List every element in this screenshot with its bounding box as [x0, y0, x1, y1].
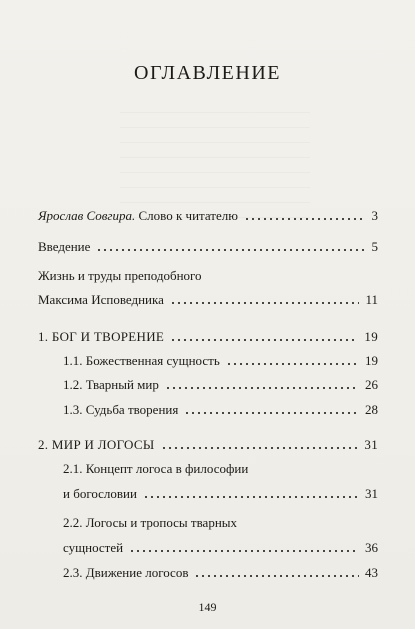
toc-entry-page: 31 [364, 437, 378, 452]
dot-leader [96, 249, 365, 251]
toc-entry-label: Максима Исповедника [38, 292, 164, 307]
page-number: 149 [198, 600, 217, 614]
toc-entry-label: 1. БОГ И ТВОРЕНИЕ [38, 329, 165, 344]
dot-leader [194, 575, 359, 577]
dot-leader [170, 339, 358, 341]
toc-entry-label: 2.3. Движение логосов [63, 565, 189, 580]
toc-entry-2-1[interactable] [63, 486, 378, 502]
dot-leader [170, 302, 360, 304]
toc-entry-life[interactable] [38, 292, 378, 308]
toc-entry-1-2[interactable] [63, 377, 378, 393]
toc-entry-label: сущностей [63, 540, 124, 555]
toc-entry-label: Слово к читателю [135, 208, 238, 223]
toc-entry-introduction[interactable] [38, 239, 378, 255]
dot-leader [226, 363, 359, 365]
toc-entry-label: 1.2. Тварный мир [63, 377, 159, 392]
toc-entry-life-line1: Жизнь и труды преподобного [38, 268, 202, 283]
dot-leader [161, 447, 359, 449]
page-title: ОГЛАВЛЕНИЕ [134, 62, 281, 84]
toc-entry-2-1-line1: 2.1. Концепт логоса в философии [63, 461, 249, 476]
toc-entry-page: 5 [371, 239, 378, 254]
toc-entry-1-3[interactable] [63, 402, 378, 418]
toc-entry-page: 28 [365, 402, 378, 417]
toc-entry-2-3[interactable] [63, 565, 378, 581]
toc-entry-page: 3 [371, 208, 378, 223]
toc-entry-author: Ярослав Совгира. [38, 208, 136, 223]
toc-entry-1-1[interactable] [63, 353, 378, 369]
toc-entry-label: 1.1. Божественная сущность [63, 353, 220, 368]
toc-entry-page: 31 [365, 486, 378, 501]
toc-entry-2-2-line1: 2.2. Логосы и тропосы тварных [63, 515, 238, 530]
toc-entry-page: 19 [364, 329, 378, 344]
toc-entry-text [38, 208, 238, 224]
toc-entry-page: 19 [365, 353, 378, 368]
dot-leader [184, 412, 359, 414]
toc-entry-label: и богословии [63, 486, 137, 501]
toc-entry-label: 2. МИР И ЛОГОСЫ [38, 437, 155, 452]
toc-entry-page: 11 [365, 292, 378, 307]
toc-entry-foreword[interactable] [38, 208, 378, 224]
dot-leader [244, 218, 366, 220]
dot-leader [165, 387, 359, 389]
toc-entry-page: 43 [365, 565, 378, 580]
toc-entry-page: 26 [365, 377, 378, 392]
bleed-through-decoration [120, 98, 310, 218]
dot-leader [129, 550, 359, 552]
toc-entry-label: 1.3. Судьба творения [63, 402, 179, 417]
toc-section-1[interactable] [38, 329, 378, 345]
toc-section-2[interactable] [38, 437, 378, 453]
toc-entry-page: 36 [365, 540, 378, 555]
toc-entry-label: Введение [38, 239, 91, 254]
toc-entry-2-2[interactable] [63, 540, 378, 556]
dot-leader [143, 496, 359, 498]
